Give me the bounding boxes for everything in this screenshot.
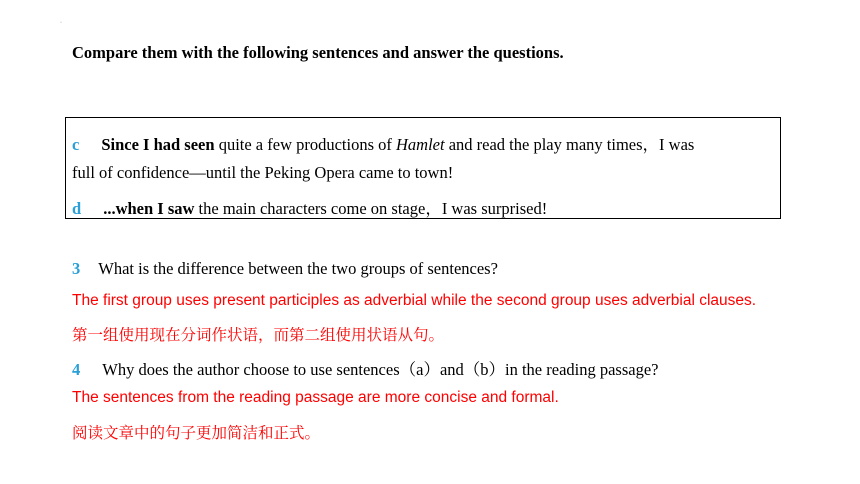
sentence-d-text: the main characters come on stage，I was surprised! bbox=[194, 199, 548, 218]
instruction-heading: Compare them with the following sentences and answer the questions. bbox=[72, 43, 564, 62]
sentence-c-text2: and read the play many times，I was bbox=[444, 135, 695, 154]
question-4-text: Why does the author choose to use sentences（a）and（b）in the reading passage? bbox=[102, 360, 659, 379]
sentence-d-bold: ...when I saw bbox=[103, 199, 195, 218]
question-4 bbox=[72, 356, 659, 380]
sentence-d-line bbox=[72, 195, 547, 219]
question-3-text: What is the difference between the two groups of sentences? bbox=[98, 259, 498, 278]
decorative-dot: · bbox=[60, 20, 62, 26]
sentence-c-label: c bbox=[72, 135, 80, 154]
answer-3-english: The first group uses present participles as adverbial while the second group uses adverbial clauses. bbox=[72, 292, 757, 309]
question-4-number: 4 bbox=[72, 360, 81, 379]
sentence-c-line1 bbox=[72, 131, 694, 155]
sentence-c-bold: Since I had seen bbox=[101, 135, 215, 154]
answer-3-chinese: 第一组使用现在分词作状语，而第二组使用状语从句。 bbox=[72, 326, 445, 344]
sentence-d-label: d bbox=[72, 199, 82, 218]
answer-4-english: The sentences from the reading passage are more concise and formal. bbox=[72, 389, 559, 406]
question-3-number: 3 bbox=[72, 259, 81, 278]
sentence-c-line2: full of confidence—until the Peking Opera came to town! bbox=[72, 163, 454, 182]
answer-4-chinese: 阅读文章中的句子更加简洁和正式。 bbox=[72, 424, 321, 442]
sentence-c-italic: Hamlet bbox=[396, 135, 445, 154]
sentence-c-text1: quite a few productions of bbox=[214, 135, 397, 154]
question-3 bbox=[72, 259, 498, 279]
